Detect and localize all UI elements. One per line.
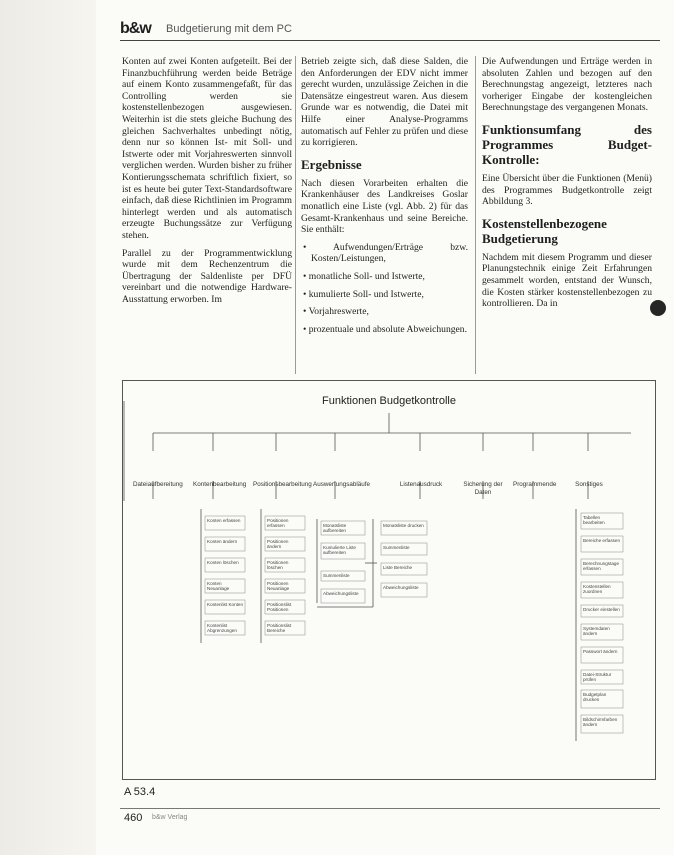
diagram-box: Abweichungsliste [323,591,359,596]
page-header [120,20,660,42]
paragraph: Nach diesen Vorarbeiten erhalten die Krankenhäuser des Landkreises Goslar monatlich eine Liste (vgl. Abb. 2) für das Gesamt-Krankenhaus und seine Bereiche. Sie enthält: [301,177,468,236]
diagram-box: Liste Bereiche [383,565,413,570]
diagram-box: Abweichungsliste [383,585,419,590]
paragraph: Konten auf zwei Konten aufgeteilt. Bei der Finanzbuchführung werden beide Beträge auf einem Konto zusammengefaßt, für das Controlling werden sie kostenstellenbezogen ausgewiesen. Weiterhin ist die stets gleiche Buchung des gleichen Sachverhaltes unbedingt nötig, denn nur so können Ist- mit Soll- und Istwerte oder mit Vorjahreswerten sinnvoll verglichen werden. Wurden bisher zu früher Kontierungsschemata schriftlich fixiert, so ist es heute bei guter Text-Standardsoftware einfach, daß diese Richtlinien im Programm hinterlegt werden und als automatisch erzeugte Buchungssätze zur Verfügung stehen. [122,56,292,241]
diagram-box: Positionen löschen [267,560,289,571]
diagram-box: Kontenlist Abgrenzungen [207,623,237,634]
diagram-box: Systemdaten ändern [583,626,610,637]
diagram-box: Konten Neuanlage [207,581,230,592]
footer-rule [120,808,660,809]
list-item: • monatliche Soll- und Istwerte, [303,270,425,282]
page-margin [0,0,96,855]
diagram-box: Monatsliste drucken [383,523,424,528]
diagram-box: Budgetplan drucken [583,692,607,703]
diagram-box: Tabellen bearbeiten [583,515,605,526]
diagram-box: Berechnungstage erfassen [583,561,620,572]
paragraph: Nachdem mit diesem Programm und dieser Planungstechnik einige Zeit Erfahrungen gesammelt worden, entstand der Wunsch, die Kosten stärker kostenstellenbezogen zu kontrollieren. Da in [482,251,652,310]
diagram-box: Kostenstellen zuordnen [583,584,611,595]
column-rule [475,56,476,374]
section-heading: Funktionsumfang des Programmes Budget-Kontrolle: [482,121,652,167]
branch-listenausdruck: Listenausdruck [399,481,443,488]
running-title: Budgetierung mit dem PC [166,23,292,35]
branch-sonstiges: Sonstiges [575,481,603,488]
branch-dateiaufbereitung: Dateiaufbereitung [133,481,183,488]
header-rule [120,40,660,41]
diagram-title: Funktionen Budgetkontrolle [322,395,456,407]
diagram-box: Konten ändern [207,539,238,544]
page-number: 460 [124,812,143,824]
diagram-box: Summenliste [383,545,410,550]
list-item: • prozentuale und absolute Abweichungen. [303,323,468,335]
diagram-box: Konten löschen [207,560,239,565]
diagram-box: Drucker einstellen [583,607,620,612]
diagram-box: Summenliste [323,573,350,578]
diagram-box: Kumulierte Liste aufbereiten [323,545,356,556]
text-column-3 [482,56,652,316]
diagram-box: Monatsliste aufbereiten [323,523,347,534]
list-item: • Aufwendungen/Erträge bzw. Kosten/Leistungen, [303,241,468,265]
section-heading: Ergebnisse [301,156,362,172]
function-diagram [122,380,656,780]
branch-kontenbearbeitung: Kontenbearbeitung [193,481,247,488]
diagram-box: Positionen erfassen [267,518,289,529]
diagram-box: Positionslist Bereiche [267,623,292,634]
paragraph: Betrieb zeigte sich, daß diese Salden, die den Anforderungen der EDV nicht immer gerecht wurden, unzulässige Zeichen in die Datensätze eingestreut waren. Aus diesem Grunde war es notwendig, die Datei mit Hilfe einer Analyse-Programms automatisch auf Fehler zu prüfen und diese zu korrigieren. [301,56,468,149]
diagram-box: Bereiche erfassen [583,538,621,543]
section-heading: Kostenstellenbezogene Budgetierung [482,215,607,246]
column-rule [295,56,296,374]
diagram-box: Bildschirmfarben ändern [583,717,618,728]
section-code: A 53.4 [124,786,156,798]
diagram-box: Positionslist Positionen [267,602,292,613]
footer-source: b&w Verlag [152,814,188,821]
branch-positionsbearbeitung: Positionsbearbeitung [253,481,312,488]
text-column-2 [301,56,468,341]
text-column-1 [122,56,292,311]
branch-auswertungsablaeufe: Auswertungsabläufe [313,481,371,488]
diagram-box: Positionen ändern [267,539,289,550]
diagram-box: Passwort ändern [583,649,618,654]
list-item: • Vorjahreswerte, [303,306,369,318]
diagram-box: Konten erfassen [207,518,241,523]
list-item: • kumulierte Soll- und Istwerte, [303,288,424,300]
punch-hole [650,300,666,316]
paragraph: Parallel zu der Programmentwicklung wurde mit dem Rechenzentrum die Übertragung der Saldenliste per DFÜ vereinbart und die notwendige Hardware-Ausstattung erworben. Im [122,247,292,305]
diagram-box: Kontenlist Konten [207,602,244,607]
paragraph: Die Aufwendungen und Erträge werden in absoluten Zahlen und bezogen auf den Berechnungstag angezeigt, letzteres nach vorheriger Eingabe der kostengleichen Berechnungstage des vergangenen Monats. [482,56,652,114]
publisher-logo: b&w [120,20,151,37]
branch-programmende: Programmende [513,481,557,488]
paragraph: Eine Übersicht über die Funktionen (Menü) des Programmes Budgetkontrolle zeigt Abbildung 3. [482,172,652,208]
diagram-connectors [123,381,655,779]
diagram-box: Positionen Neuanlage [267,581,290,592]
branch-sicherung: Sicherung der Daten [463,481,503,496]
diagram-box: Datei-Struktur prüfen [583,672,612,683]
